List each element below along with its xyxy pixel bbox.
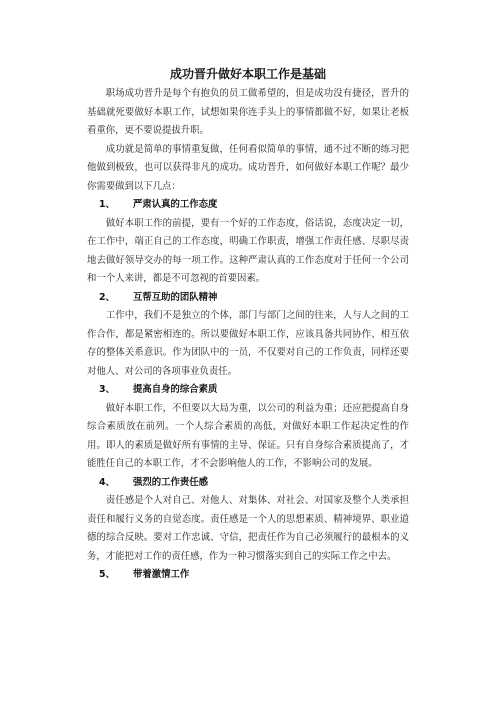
section-number: 1、 <box>99 199 115 210</box>
section-number: 4、 <box>99 476 115 488</box>
section-heading-text: 强烈的工作责任感 <box>133 476 209 488</box>
intro-paragraph-1: 职场成功晋升是每个有抱负的员工做希望的，但是成功没有捷径，晋升的基础就死要做好本职工作，试想如果你连手头上的事情都做不好，如果让老板看重你，更不要说提拔升职。 <box>87 88 409 136</box>
section-heading-text: 提高自身的综合素质 <box>133 384 218 395</box>
section-heading-4 <box>87 474 409 493</box>
section-number: 3、 <box>99 384 115 395</box>
section-body-3: 做好本职工作，不但要以大局为重，以公司的利益为重；还应把提高自身综合素质放在前列。一个人综合素质的高低，对做好本职工作起决定性的作用。即人的素质是做好所有事情的主导、保证。只有自身综合素质提高了，才能胜任自己的本职工作，才不会影响他人的工作，不影响公司的发展。 <box>87 402 409 469</box>
section-body-4: 责任感是个人对自己、对他人、对集体、对社会、对国家及整个人类承担责任和履行义务的自觉态度。责任感是一个人的思想素质、精神境界、职业道德的综合反映。要对工作忠诚、守信，把责任作为自己必须履行的最根本的义务，才能把对工作的责任感，作为一种习惯落实到自己的实际工作之中去。 <box>87 495 409 562</box>
intro-paragraph-2: 成功就是简单的事情重复做，任何看似简单的事情，通不过不断的练习把他做到极致，也可以获得非凡的成功。成功晋升，如何做好本职工作呢？最少你需要做到以下几点： <box>87 143 409 192</box>
section-body-2: 工作中，我们不是独立的个体，部门与部门之间的往来，人与人之间的工作合作，都是紧密相连的。所以要做好本职工作，应该具备共同协作、相互依存的整体关系意识。作为团队中的一员，不仅要对自己的工作负责，同样还要对他人、对公司的各项事业负责任。 <box>87 310 409 377</box>
section-heading-text: 严肃认真的工作态度 <box>133 199 218 210</box>
document-content <box>87 66 409 585</box>
section-heading-5 <box>87 566 409 585</box>
section-heading-text: 带着激情工作 <box>133 569 190 580</box>
section-heading-1 <box>87 196 409 215</box>
section-heading-3 <box>87 381 409 400</box>
section-heading-2 <box>87 289 409 308</box>
section-number: 2、 <box>99 291 115 303</box>
section-body-1: 做好本职工作的前提，要有一个好的工作态度，俗话说，态度决定一切，在工作中，端正自己的工作态度，明确工作职责，增强工作责任感、尽职尽责地去做好领导交办的每一项工作。这种严肃认真的工作态度对于任何一个公司和一个人来讲，都是不可忽视的首要因素。 <box>87 217 409 284</box>
document-title: 成功晋升做好本职工作是基础 <box>169 67 326 81</box>
section-heading-text: 互帮互助的团队精神 <box>133 291 218 303</box>
section-number: 5、 <box>99 569 115 580</box>
